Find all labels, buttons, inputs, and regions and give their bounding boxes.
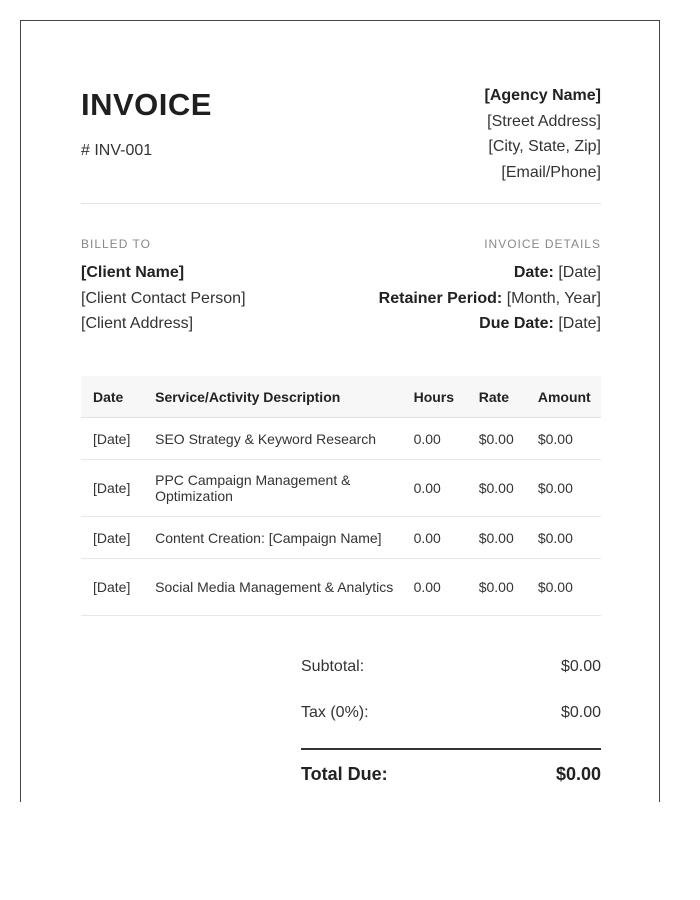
line-items-table <box>81 376 601 616</box>
header-date: Date <box>81 376 143 418</box>
agency-city: [City, State, Zip] <box>488 138 601 155</box>
invoice-details-label: INVOICE DETAILS <box>484 237 601 251</box>
table-header-row <box>81 376 601 418</box>
header-hours: Hours <box>402 376 467 418</box>
invoice-number: # INV-001 <box>81 142 153 159</box>
invoice-details-block <box>379 236 601 337</box>
row-date: [Date] <box>81 559 143 616</box>
invoice-date-value: [Date] <box>558 264 601 281</box>
retainer-period-key: Retainer Period: <box>378 289 503 307</box>
totals-block <box>301 656 601 785</box>
row-hours: 0.00 <box>402 517 467 559</box>
due-date-value: [Date] <box>558 315 601 332</box>
billed-to-block <box>81 236 246 337</box>
table-row <box>81 460 601 517</box>
row-description: Content Creation: [Campaign Name] <box>143 517 401 559</box>
tax-value: $0.00 <box>560 704 601 721</box>
table-row <box>81 418 601 460</box>
due-date-key: Due Date: <box>479 315 554 332</box>
table-row <box>81 517 601 559</box>
row-hours: 0.00 <box>402 460 467 517</box>
row-rate: $0.00 <box>467 460 526 517</box>
invoice-date-line <box>379 260 601 286</box>
row-amount: $0.00 <box>526 418 601 460</box>
row-amount: $0.00 <box>526 559 601 616</box>
tax-label: Tax (0%): <box>301 704 369 721</box>
row-amount: $0.00 <box>526 517 601 559</box>
tax-row <box>301 702 601 748</box>
agency-name: [Agency Name] <box>484 87 601 104</box>
row-date: [Date] <box>81 460 143 517</box>
row-date: [Date] <box>81 418 143 460</box>
header-divider <box>81 203 601 204</box>
billed-to-label: BILLED TO <box>81 237 151 251</box>
total-due-row <box>301 748 601 785</box>
invoice-title: INVOICE <box>81 87 212 122</box>
invoice-date-key: Date: <box>513 264 554 281</box>
row-rate: $0.00 <box>467 418 526 460</box>
row-rate: $0.00 <box>467 517 526 559</box>
retainer-period-line <box>379 286 601 312</box>
row-date: [Date] <box>81 517 143 559</box>
agency-block <box>485 83 601 185</box>
client-contact-person: [Client Contact Person] <box>81 289 246 307</box>
row-hours: 0.00 <box>402 559 467 616</box>
row-description: Social Media Management & Analytics <box>143 559 401 616</box>
agency-contact: [Email/Phone] <box>501 163 601 181</box>
row-description: PPC Campaign Management & Optimization <box>143 460 401 517</box>
header-description: Service/Activity Description <box>143 376 401 418</box>
total-due-value: $0.00 <box>555 764 601 784</box>
row-amount: $0.00 <box>526 460 601 517</box>
header-rate: Rate <box>467 376 526 418</box>
subtotal-row <box>301 656 601 702</box>
subtotal-label: Subtotal: <box>301 658 365 675</box>
row-description: SEO Strategy & Keyword Research <box>143 418 401 460</box>
total-due-label: Total Due: <box>301 764 388 784</box>
row-hours: 0.00 <box>402 418 467 460</box>
client-name: [Client Name] <box>81 264 185 281</box>
agency-street: [Street Address] <box>487 112 601 130</box>
retainer-period-value: [Month, Year] <box>506 289 601 307</box>
subtotal-value: $0.00 <box>560 658 601 675</box>
row-rate: $0.00 <box>467 559 526 616</box>
due-date-line <box>379 311 601 337</box>
header-amount: Amount <box>526 376 601 418</box>
invoice-page <box>20 20 660 802</box>
client-address: [Client Address] <box>81 315 194 332</box>
table-row <box>81 559 601 616</box>
